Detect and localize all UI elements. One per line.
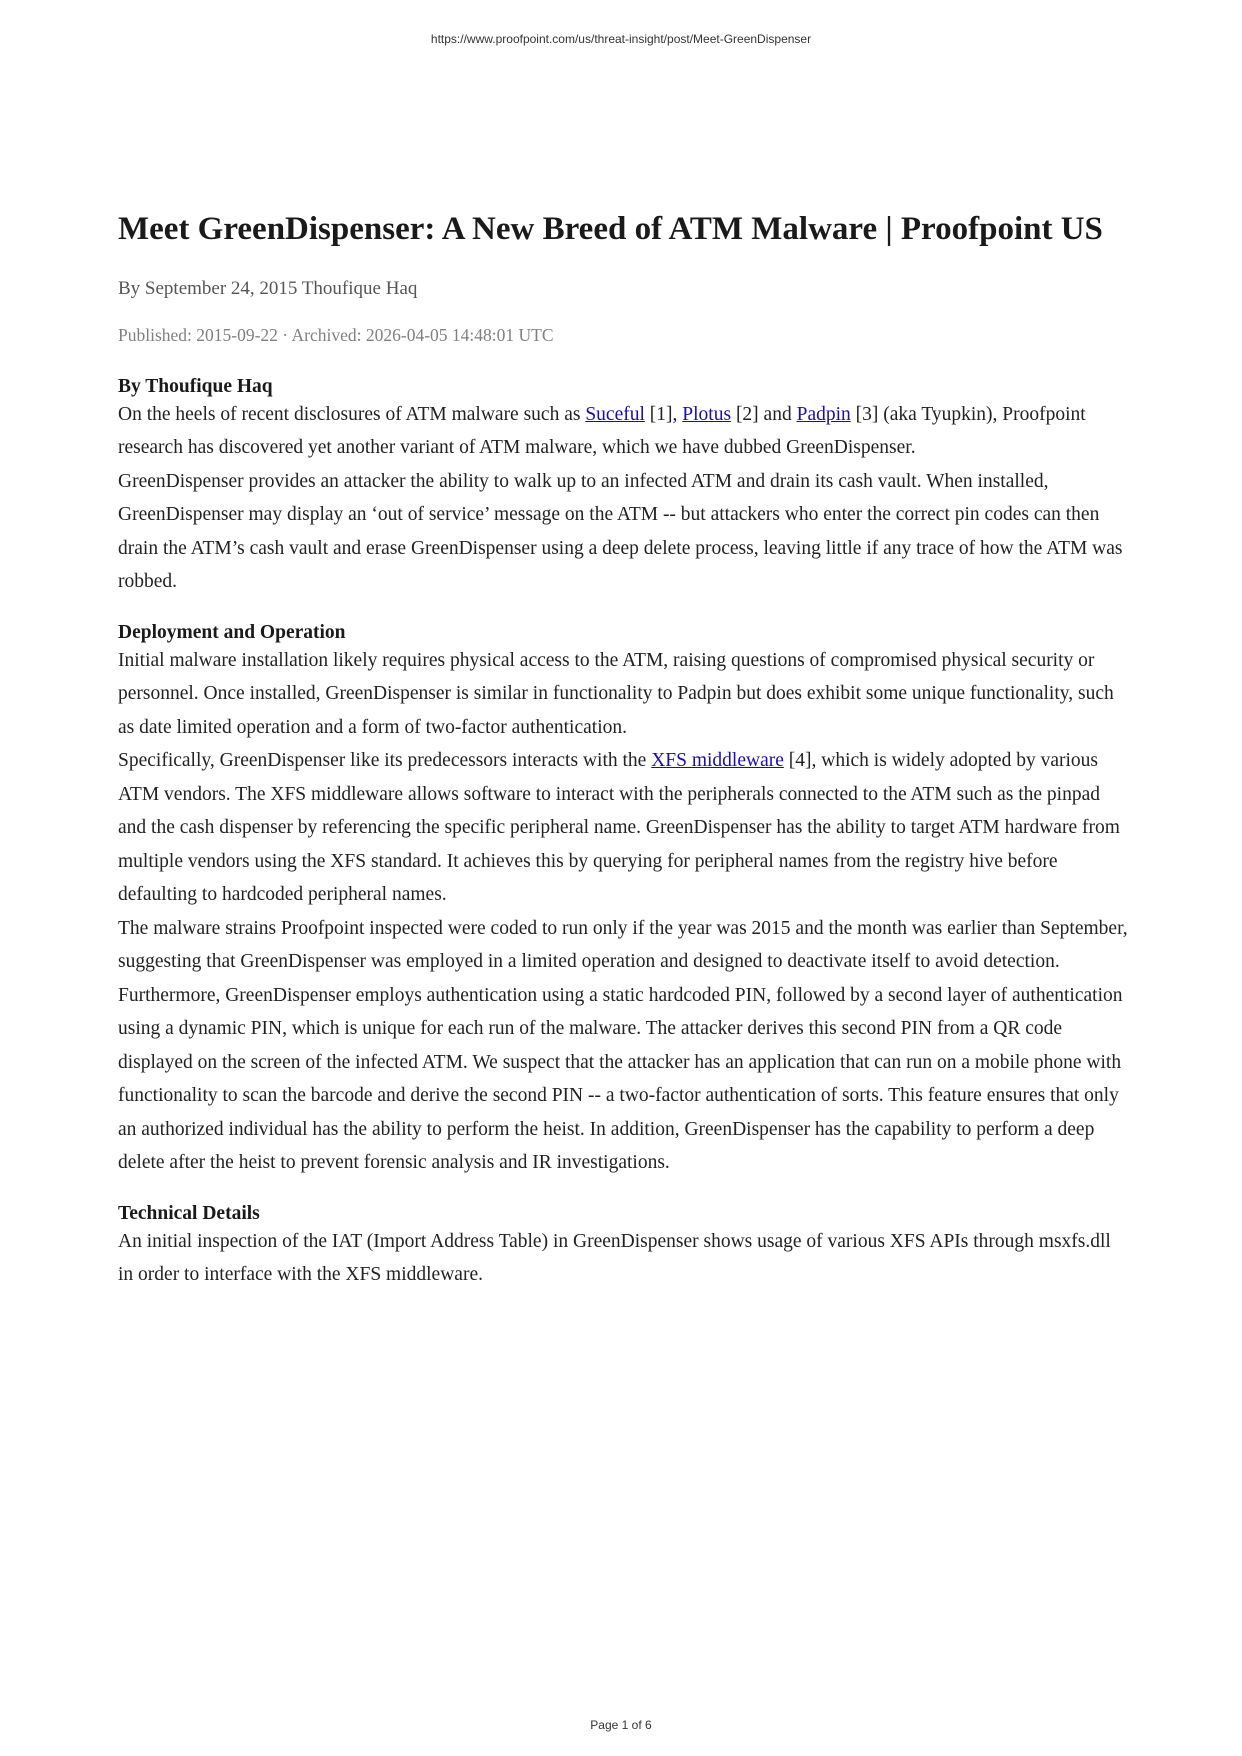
padpin-link[interactable]: Padpin [796, 403, 851, 425]
intro-text-2: [1], [644, 403, 683, 425]
malware-strains-paragraph: The malware strains Proofpoint inspected were coded to run only if the year was 2015 and the month was earlier than September, suggesting that GreenDispenser was employed in a limited operation and designed to deactivate itself to avoid detection. Furthermore, GreenDispenser employs authentication using a static hardcoded PIN, followed by a second layer of authentication using a dynamic PIN, which is unique for each run of the malware. The attacker derives this second PIN from a QR code displayed on the screen of the infected ATM. We suspect that the attacker has an application that can run on a mobile phone with functionality to scan the barcode and derive the second PIN -- a two-factor authentication of sorts. This feature ensures that only an authorized individual has the ability to perform the heist. In addition, GreenDispenser has the capability to perform a deep delete after the heist to prevent forensic analysis and IR investigations. [118, 917, 1128, 1174]
installation-paragraph: Initial malware installation likely requires physical access to the ATM, raising questions of compromised physical security or personnel. Once installed, GreenDispenser is similar in functionality to Padpin but does exhibit some unique functionality, such as date limited operation and a form of two-factor authentication. [118, 649, 1114, 738]
technical-heading: Technical Details [118, 1202, 260, 1224]
article-title: Meet GreenDispenser: A New Breed of ATM Malware | Proofpoint US [118, 211, 1103, 247]
suceful-link[interactable]: Suceful [585, 403, 645, 425]
deployment-heading: Deployment and Operation [118, 621, 346, 643]
article [118, 210, 1130, 1292]
plotus-link[interactable]: Plotus [682, 403, 732, 425]
xfs-paragraph [118, 744, 1130, 912]
xfs-text-2: [4], which is widely adopted by various ATM vendors. The XFS middleware allows software to interact with the peripherals connected to the ATM such as the pinpad and the cash dispenser by referencing the specific peripheral name. GreenDispenser has the ability to target ATM hardware from multiple vendors using the XFS standard. It achieves this by querying for peripheral names from the registry hive before defaulting to hardcoded peripheral names. [118, 750, 1120, 906]
xfs-text-1: Specifically, GreenDispenser like its predecessors interacts with the [118, 750, 652, 772]
publish-archive-date: Published: 2015-09-22 · Archived: 2026-04-05 14:48:01 UTC [118, 324, 554, 345]
source-url: https://www.proofpoint.com/us/threat-insight/post/Meet-GreenDispenser [430, 32, 812, 46]
intro-text-4: [3] (aka Tyupkin), Proofpoint research has discovered yet another variant of ATM malware, which we have dubbed GreenDispenser. [118, 403, 1086, 459]
intro-text-3: [2] and [731, 403, 797, 425]
xfs-middleware-link[interactable]: XFS middleware [651, 750, 784, 772]
page-number: Page 1 of 6 [590, 1718, 652, 1732]
iat-paragraph: An initial inspection of the IAT (Import Address Table) in GreenDispenser shows usage of various XFS APIs through msxfs.dll in order to interface with the XFS middleware. [118, 1230, 1111, 1286]
overview-paragraph: GreenDispenser provides an attacker the ability to walk up to an infected ATM and drain its cash vault. When installed, GreenDispenser may display an ‘out of service’ message on the ATM -- but attackers who enter the correct pin codes can then drain the ATM’s cash vault and erase GreenDispenser using a deep delete process, leaving little if any trace of how the ATM was robbed. [118, 470, 1123, 593]
author-heading: By Thoufique Haq [118, 375, 273, 397]
intro-paragraph [118, 398, 1130, 465]
article-byline: By September 24, 2015 Thoufique Haq [118, 277, 418, 299]
intro-text-1: On the heels of recent disclosures of ATM malware such as [118, 403, 586, 425]
